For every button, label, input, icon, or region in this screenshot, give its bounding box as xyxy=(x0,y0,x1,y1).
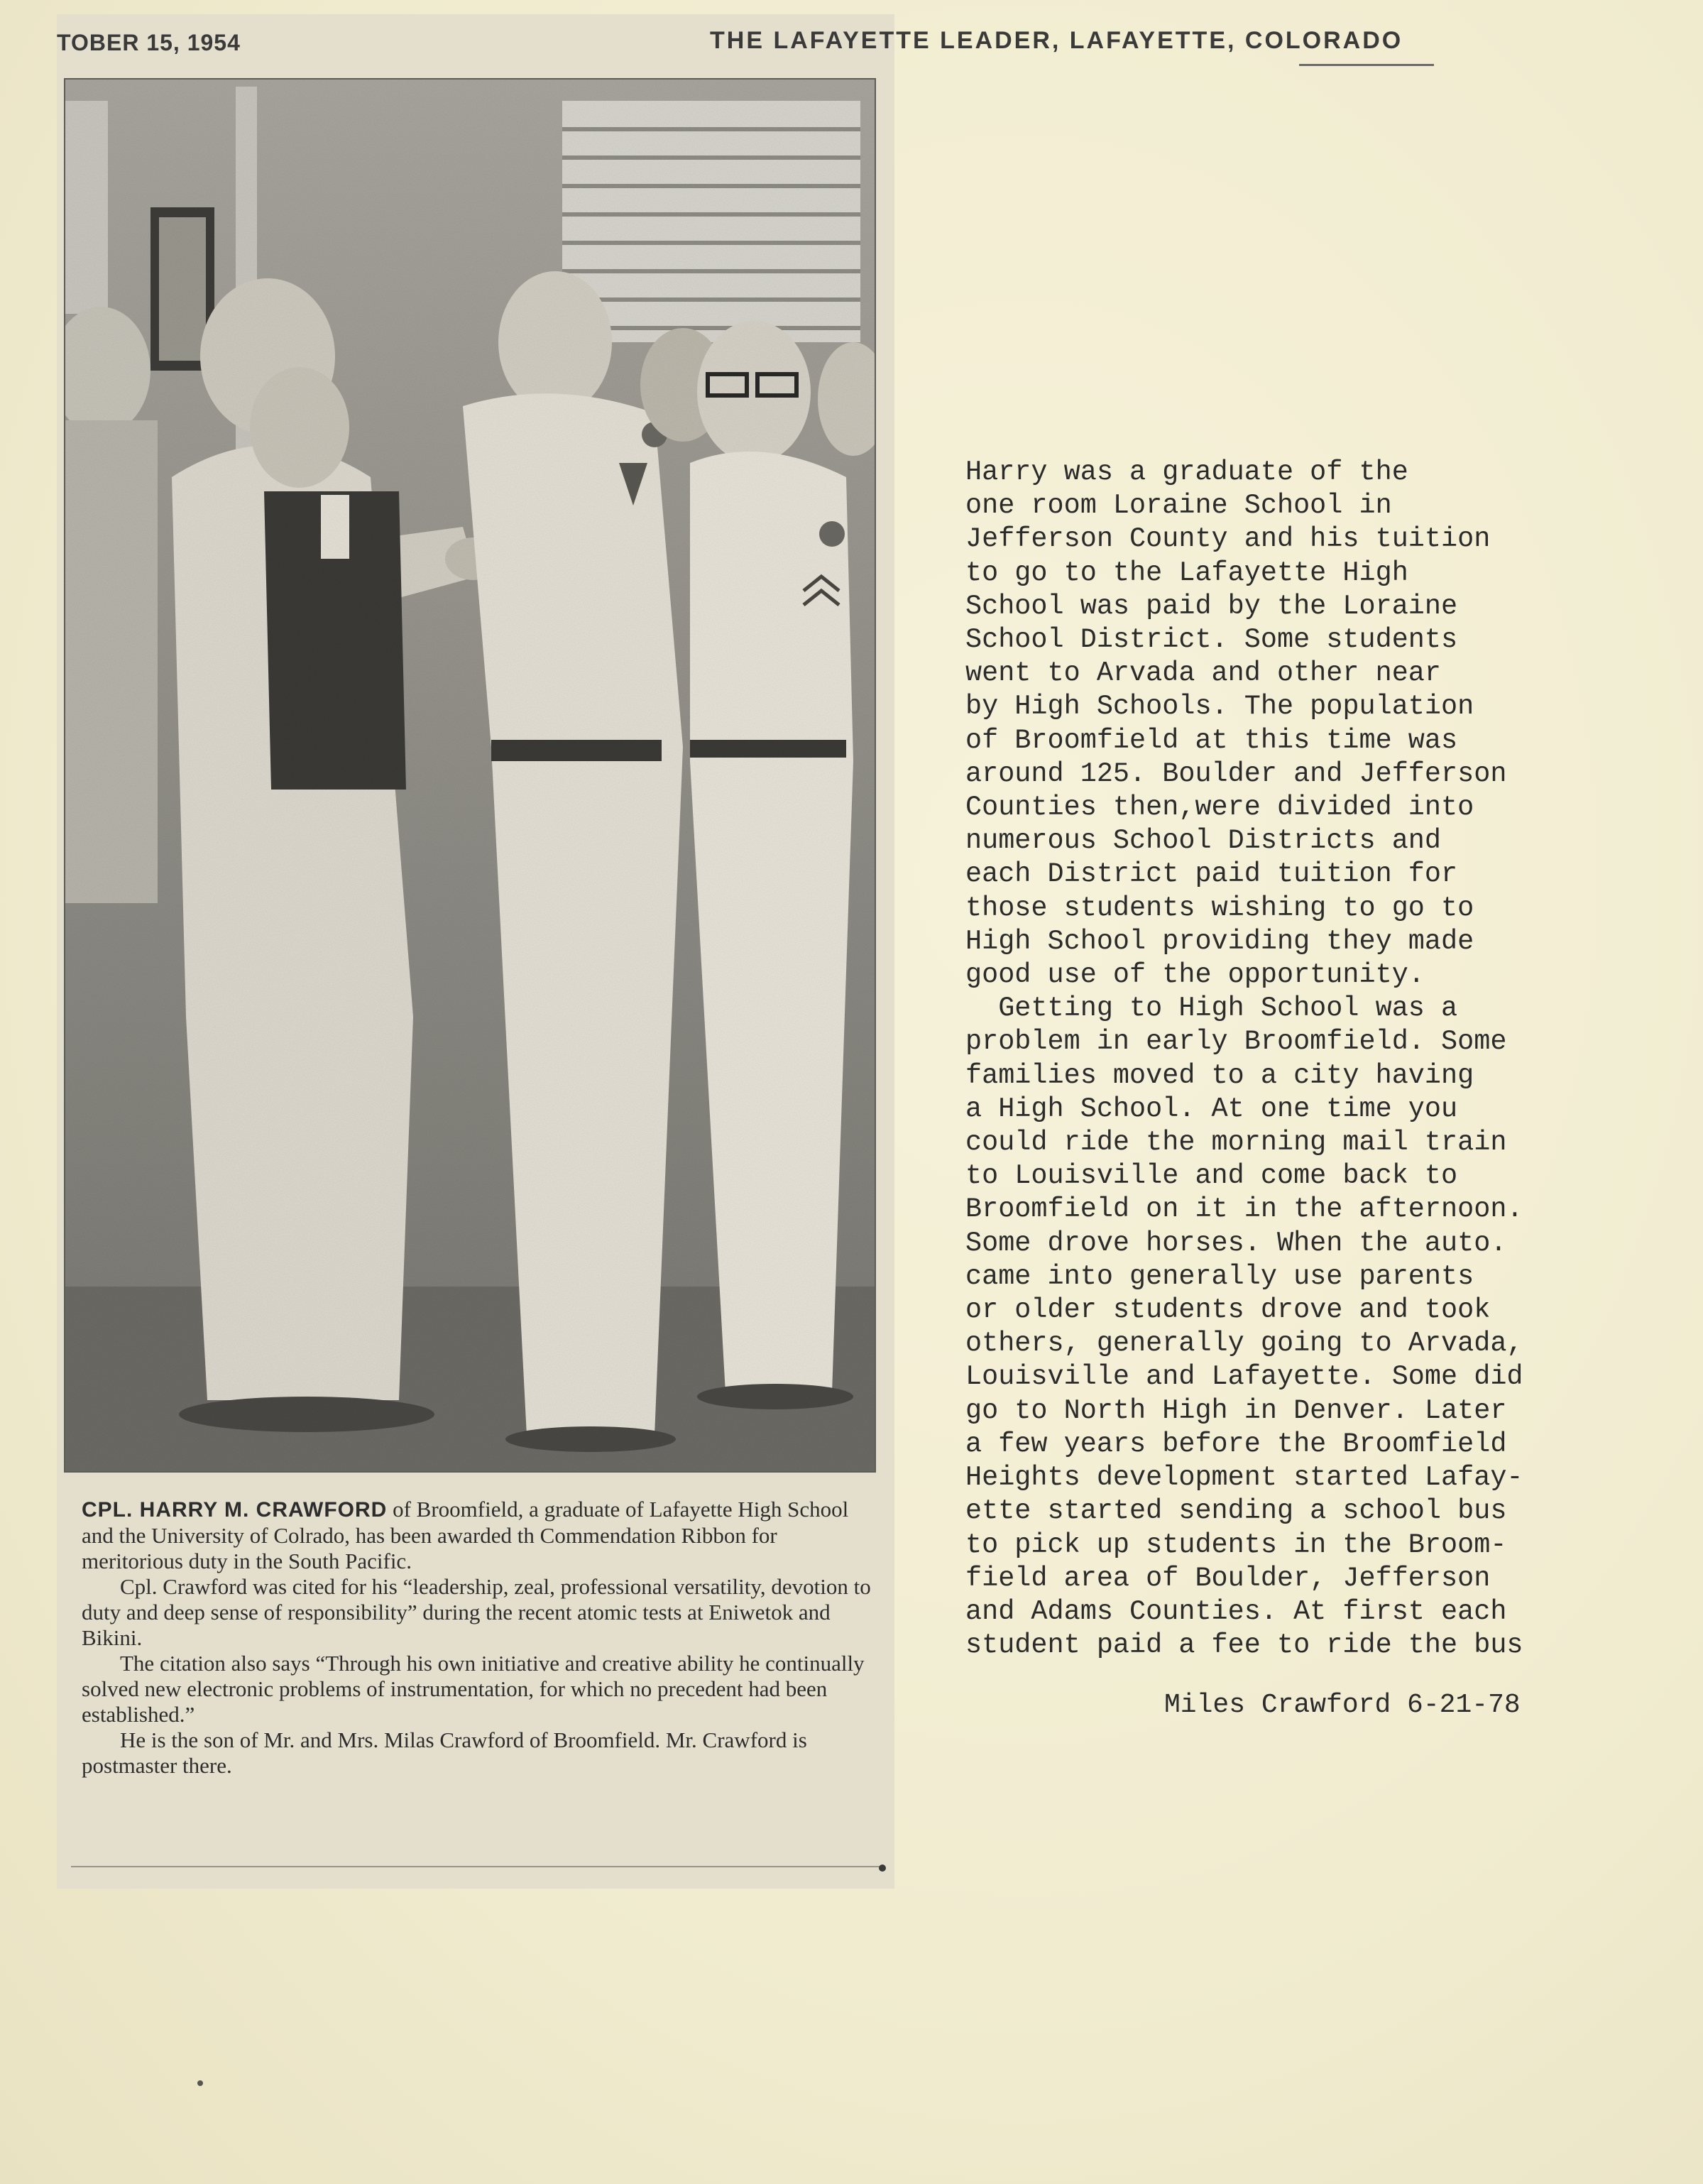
typed-line: Broomfield on it in the afternoon. xyxy=(965,1194,1523,1225)
typed-line: came into generally use parents xyxy=(965,1260,1474,1292)
typed-line: go to North High in Denver. Later xyxy=(965,1394,1507,1426)
typed-line: of Broomfield at this time was xyxy=(965,724,1458,756)
typed-signature: Miles Crawford 6-21-78 xyxy=(1164,1690,1521,1720)
typed-text-block xyxy=(965,456,1675,1662)
typed-line: each District paid tuition for xyxy=(965,858,1458,890)
caption-paragraph-4: He is the son of Mr. and Mrs. Milas Crawford of Broomfield. Mr. Crawford is postmaster there. xyxy=(82,1727,807,1778)
typed-line: one room Loraine School in xyxy=(965,490,1392,522)
clipping-header xyxy=(57,24,1448,67)
typed-line: a High School. At one time you xyxy=(965,1093,1458,1125)
typed-line: to pick up students in the Broom- xyxy=(965,1529,1507,1561)
typed-line: Some drove horses. When the auto. xyxy=(965,1227,1507,1259)
typed-line: Jefferson County and his tuition xyxy=(965,523,1491,555)
typed-line: Counties then,were divided into xyxy=(965,792,1474,824)
typed-line: others, generally going to Arvada, xyxy=(965,1328,1523,1360)
typed-line: School District. Some students xyxy=(965,624,1458,656)
header-date: TOBER 15, 1954 xyxy=(57,30,241,55)
typed-line: Heights development started Lafay- xyxy=(965,1462,1523,1494)
typed-line: Louisville and Lafayette. Some did xyxy=(965,1361,1523,1393)
caption-paragraph-1 xyxy=(82,1497,884,1574)
typed-line: to go to the Lafayette High xyxy=(965,557,1408,589)
clipping-bottom-rule xyxy=(71,1866,880,1867)
typed-line: to Louisville and come back to xyxy=(965,1160,1458,1192)
typed-line: could ride the morning mail train xyxy=(965,1127,1507,1159)
typed-line: High School providing they made xyxy=(965,925,1474,957)
typed-line: good use of the opportunity. xyxy=(965,959,1425,991)
typed-line: numerous School Districts and xyxy=(965,825,1442,857)
award-ceremony-photo xyxy=(64,78,876,1473)
photo-caption xyxy=(82,1497,884,1779)
caption-paragraph-3: The citation also says “Through his own initiative and creative ability he continually solved new electronic problems of instrumentation, for which no precedent had been established.” xyxy=(82,1651,865,1727)
typed-line: around 125. Boulder and Jefferson xyxy=(965,758,1507,790)
header-rule xyxy=(1299,64,1434,66)
typed-line: and Adams Counties. At first each xyxy=(965,1595,1507,1627)
caption-paragraph-2: Cpl. Crawford was cited for his “leadership, zeal, professional versatility, devotion to duty and deep sense of responsibility” during the recent atomic tests at Eniwetok and Bikini. xyxy=(82,1574,871,1650)
typed-line: problem in early Broomfield. Some xyxy=(965,1026,1507,1058)
photo-illustration xyxy=(65,80,875,1471)
typed-line: Harry was a graduate of the xyxy=(965,457,1408,488)
typed-line: by High Schools. The population xyxy=(965,691,1474,723)
typed-line: field area of Boulder, Jefferson xyxy=(965,1562,1491,1594)
header-newspaper-name: THE LAFAYETTE LEADER, LAFAYETTE, COLORADO xyxy=(710,27,1403,54)
stray-mark xyxy=(197,2080,203,2086)
caption-lead: CPL. HARRY M. CRAWFORD xyxy=(82,1498,388,1522)
typed-line: went to Arvada and other near xyxy=(965,657,1442,689)
typed-line: a few years before the Broomfield xyxy=(965,1428,1507,1460)
typed-line: those students wishing to go to xyxy=(965,892,1474,924)
typed-line: ette started sending a school bus xyxy=(965,1495,1507,1527)
typed-line: families moved to a city having xyxy=(965,1059,1474,1091)
stray-mark xyxy=(879,1864,886,1872)
typed-line: or older students drove and took xyxy=(965,1294,1491,1326)
typed-line: student paid a fee to ride the bus xyxy=(965,1629,1523,1661)
typed-line: Getting to High School was a xyxy=(965,993,1458,1025)
typed-line: School was paid by the Loraine xyxy=(965,590,1458,622)
caption-paragraph-1-text: of Broomfield, a graduate of Lafayette High School and the University of Colrado, has been awarded th Commendation Ribbon for meritorious duty in the South Pacific. xyxy=(82,1497,849,1573)
